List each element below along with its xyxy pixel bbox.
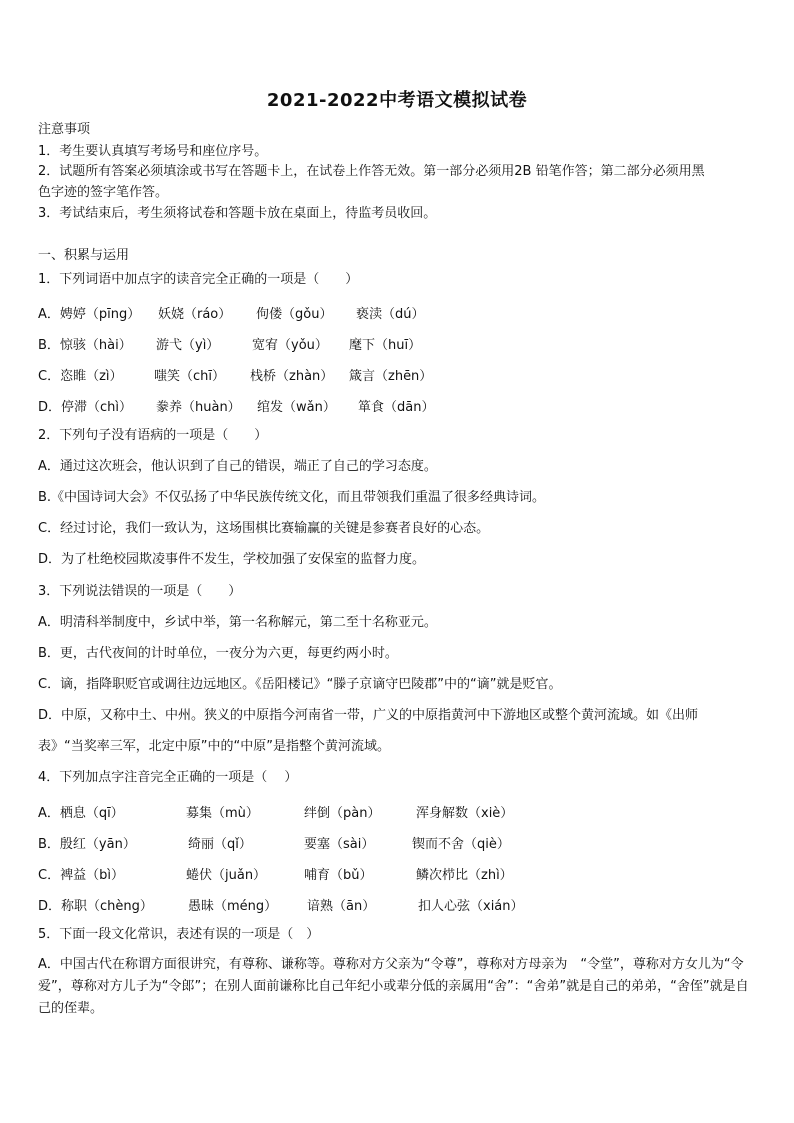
option-word: B．殷红（yān）	[38, 837, 136, 852]
option-word: 豢养（huàn）	[156, 400, 241, 415]
question-2-stem: 2．下列句子没有语病的一项是（ ）	[38, 428, 268, 443]
option-word: 浑身解数（xiè）	[416, 806, 514, 821]
question-2-option: D．为了杜绝校园欺凌事件不发生，学校加强了安保室的监督力度。	[38, 552, 426, 567]
option-word: 锲而不舍（qiè）	[412, 837, 510, 852]
question-3-option: D．中原，又称中土、中州。狭义的中原指今河南省一带，广义的中原指黄河中下游地区或整个黄河流域。如《出师	[38, 708, 699, 723]
option-word: 绮丽（qǐ）	[188, 837, 252, 852]
question-5-option: A．中国古代在称谓方面很讲究，有尊称、谦称等。尊称对方父亲为“令尊”，尊称对方母亲为 “令堂”，尊称对方女儿为“令爱”，尊称对方儿子为“令郎”；在别人面前谦称比自己年纪小或辈分低的亲属用“舍”：“舍弟”就是自己的弟弟，“舍侄”就是自己的侄辈。	[38, 957, 749, 1016]
notice-item: 3．考试结束后，考生须将试卷和答题卡放在桌面上，待监考员收回。	[38, 206, 437, 221]
option-word: C．恣睢（zì）	[38, 369, 123, 384]
section-heading: 一、积累与运用	[38, 248, 130, 263]
option-word: 谙熟（ān）	[307, 899, 376, 914]
option-word: A．栖息（qī）	[38, 806, 124, 821]
question-3-option: 表》“当奖率三军，北定中原”中的“中原”是指整个黄河流域。	[38, 739, 390, 754]
option-word: 麾下（huī）	[349, 338, 422, 353]
option-word: 绊倒（pàn）	[304, 806, 381, 821]
option-word: 嗤笑（chī）	[154, 369, 225, 384]
option-word: D．停滞（chì）	[38, 400, 133, 415]
notice-item: 2．试题所有答案必须填涂或书写在答题卡上，在试卷上作答无效。第一部分必须用2B 铅笔作答；第二部分必须用黑	[38, 164, 705, 179]
option-word: A．娉婷（pīng）	[38, 307, 141, 322]
notice-heading: 注意事项	[38, 122, 91, 137]
option-word: D．称职（chèng）	[38, 899, 153, 914]
option-word: 愚昧（méng）	[188, 899, 278, 914]
question-1-stem: 1．下列词语中加点字的读音完全正确的一项是（ ）	[38, 272, 359, 287]
question-2-option: C．经过讨论，我们一致认为，这场围棋比赛输赢的关键是参赛者良好的心态。	[38, 521, 490, 536]
option-word: 扣人心弦（xián）	[418, 899, 524, 914]
question-5-stem: 5．下面一段文化常识，表述有误的一项是（ ）	[38, 927, 320, 942]
option-word: B．惊骇（hài）	[38, 338, 132, 353]
option-word: 蜷伏（juǎn）	[186, 868, 267, 883]
option-word: 绾发（wǎn）	[257, 400, 336, 415]
question-2-option: B.《中国诗词大会》不仅弘扬了中华民族传统文化，而且带领我们重温了很多经典诗词。	[38, 490, 546, 505]
option-word: C．裨益（bì）	[38, 868, 124, 883]
option-word: 鳞次栉比（zhì）	[416, 868, 513, 883]
option-word: 哺育（bǔ）	[304, 868, 373, 883]
notice-item: 色字迹的签字笔作答。	[38, 185, 169, 200]
question-3-option: B．更，古代夜间的计时单位，一夜分为六更，每更约两小时。	[38, 646, 398, 661]
option-word: 栈桥（zhàn）	[250, 369, 334, 384]
option-word: 佝偻（gǒu）	[256, 307, 333, 322]
question-3-option: C．谪，指降职贬官或调往边远地区。《岳阳楼记》“滕子京谪守巴陵郡”中的“谪”就是贬官。	[38, 677, 562, 692]
question-4-stem: 4．下列加点字注音完全正确的一项是（ ）	[38, 770, 298, 785]
option-word: 妖娆（ráo）	[158, 307, 232, 322]
option-word: 宽宥（yǒu）	[252, 338, 328, 353]
question-3-stem: 3．下列说法错误的一项是（ ）	[38, 584, 242, 599]
option-word: 要塞（sài）	[304, 837, 375, 852]
option-word: 游弋（yì）	[156, 338, 220, 353]
notice-item: 1．考生要认真填写考场号和座位序号。	[38, 144, 268, 159]
option-word: 募集（mù）	[186, 806, 259, 821]
question-3-option: A．明清科举制度中，乡试中举，第一名称解元，第二至十名称亚元。	[38, 615, 437, 630]
option-word: 亵渎（dú）	[356, 307, 425, 322]
option-word: 箪食（dān）	[358, 400, 435, 415]
page-title: 2021-2022中考语文模拟试卷	[266, 90, 528, 111]
option-word: 箴言（zhēn）	[349, 369, 433, 384]
question-2-option: A．通过这次班会，他认识到了自己的错误，端正了自己的学习态度。	[38, 459, 437, 474]
